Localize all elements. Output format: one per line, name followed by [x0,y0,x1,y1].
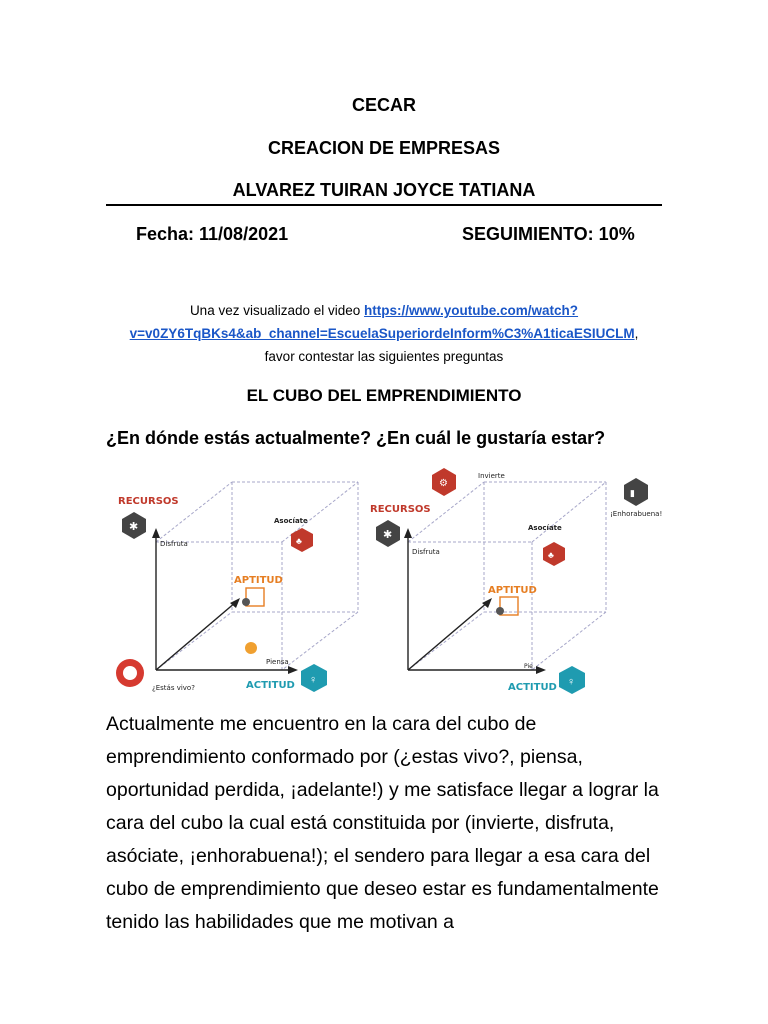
estas-vivo-label: ¿Estás vivo? [152,684,195,692]
person-icon: ♀ [309,674,318,686]
cube-edge [156,612,232,670]
x-axis-arrow [288,666,298,674]
chart-icon: ▮ [630,488,635,498]
z-axis [408,602,488,670]
cube-edge [532,482,606,542]
disfruta-label: Disfruta [412,548,440,556]
cube-edge [282,612,358,670]
intro-paragraph [80,299,688,368]
asociate-label: Asocíate [274,517,308,525]
piensa-label: Piensa [266,658,289,666]
actitud-label: ACTITUD [508,682,557,693]
aptitud-figure [496,607,504,615]
cube-diagram-current [106,462,376,702]
piensa-label: Pie [524,663,533,670]
course-title: CREACION DE EMPRESAS [267,138,501,158]
aptitud-label: APTITUD [488,585,537,596]
section-title: EL CUBO DEL EMPRENDIMIENTO [246,386,522,405]
progress-label: SEGUIMIENTO: 10% [462,224,635,244]
aptitud-figure [242,598,250,606]
intro-text: Una vez visualizado el video [189,303,365,318]
y-axis-arrow [404,528,412,538]
institution-title: CECAR [351,95,416,115]
gear-icon: ⚙ [439,478,448,489]
enhorabuena-icon [624,478,648,506]
recursos-label: RECURSOS [370,504,431,515]
asociate-icon [291,528,313,552]
wrench-icon: ✱ [129,521,139,533]
enhorabuena-label: ¡Enhorabuena! [610,510,663,518]
estas-vivo-icon-center [123,666,137,680]
recursos-label: RECURSOS [118,496,179,507]
actitud-label: ACTITUD [246,680,295,691]
aptitud-label: APTITUD [234,575,283,586]
asociate-icon [543,542,565,566]
video-link[interactable]: https://www.youtube.com/watch?v=v0ZY6TqBKs4&ab_channel=EscuelaSuperiordeInform%C3%A1ticaESIUCLM [129,303,635,341]
question-text: ¿En dónde estás actualmente? ¿En cuál le gustaría estar? [106,428,606,448]
people-icon: ♣ [296,536,302,546]
disfruta-label: Disfruta [160,540,188,548]
x-axis-arrow [536,666,546,674]
cube-edge [408,612,484,670]
cube-diagram-target [368,462,668,702]
asociate-label: Asocíate [528,524,562,532]
date-label: Fecha: 11/08/2021 [136,224,289,244]
header-divider [106,204,662,206]
piensa-icon [245,642,257,654]
invierte-label: Invierte [478,472,505,480]
people-icon: ♣ [548,550,554,560]
answer-paragraph: Actualmente me encuentro en la cara del cubo de emprendimiento conformado por (¿estas vivo?, piensa, oportunidad perdida, ¡adelante!) y me satisface llegar a lograr la cara del cubo la cual está constituida por (invierte, disfruta, asóciate, ¡enhorabuena!); el sendero para llegar a esa cara del cubo de emprendimiento que deseo estar es fundamentalmente tenido las habilidades que me motivan a [106,713,659,933]
cube-edge [156,482,232,542]
wrench-icon: ✱ [383,529,393,541]
intro-comma: , [634,326,639,341]
y-axis-arrow [152,528,160,538]
student-name: ALVAREZ TUIRAN JOYCE TATIANA [232,180,536,200]
z-axis [156,602,236,670]
intro-instruction: favor contestar las siguientes preguntas [264,349,504,364]
cube-edge [532,612,606,670]
person-icon: ♀ [567,676,576,688]
